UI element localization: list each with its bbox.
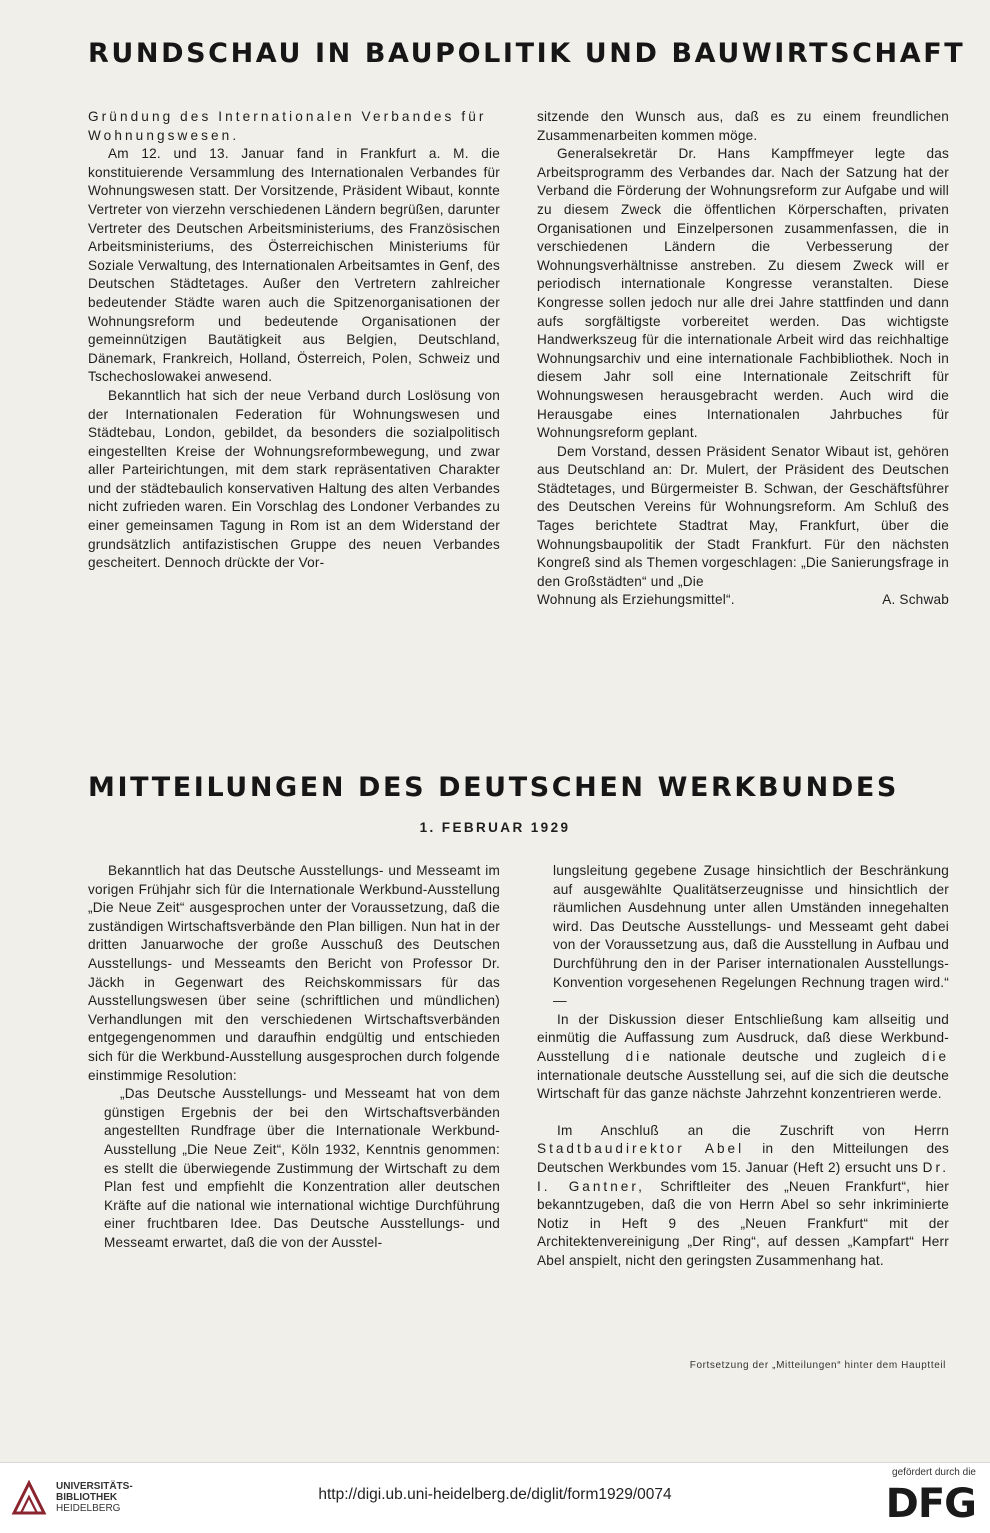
paragraph: Dem Vorstand, dessen Präsident Senator Wibaut ist, gehören aus Deutschland an: Dr. Mulert, der Präsident des Deutschen Städtetages, und Bürgermeister B. Schwan, der Geschäftsführer des Deutschen Vereins für Wohnungsreform. Am Schluß des Tages berichtete Stadtrat May, Frankfurt, über die Wohnungsbaupolitik der Stadt Frankfurt. Für den nächsten Kongreß sind als Themen vorgeschlagen: „Die Sanierungsfrage in den Großstädten“ und „Die — [537, 443, 949, 589]
continuation-footnote: Fortsetzung der „Mitteilungen“ hinter dem Hauptteil — [689, 1360, 946, 1371]
signature-line — [537, 591, 949, 610]
page-title-mitteilungen: MITTEILUNGEN DES DEUTSCHEN WERKBUNDES — [88, 772, 899, 803]
emphasis-name: Dr. I. Gantner, — [537, 1159, 949, 1194]
column-right-mitteilungen — [537, 862, 949, 1270]
resolution-quote-continuation: lungsleitung gegebene Zusage hinsichtlich der Beschränkung auf ausgewählte Qualitätserzeugnisse und hinsichtlich der räumlichen Ausdehnung unter allen Umständen innegehalten wird. Das Deutsche Ausstellungs- und Messeamt geht dabei von der Voraussetzung aus, daß die Ausstellung in Aufbau und Durchführung den in der Pariser internationalen Ausstellungs-Konvention vorgesehenen Regelungen Rechnung tragen wird.“ — — [553, 863, 949, 1009]
paragraph: sitzende den Wunsch aus, daß es zu einem freundlichen Zusammenarbeiten kommen möge. — [537, 109, 949, 143]
paragraph: Generalsekretär Dr. Hans Kampffmeyer legte das Arbeitsprogramm des Verbandes dar. Nach der Satzung hat der Verband die Förderung der Wohnungsreform zur Aufgabe und will zu diesem Zweck die öffentlichen Körperschaften, privaten Organisationen und Einzelpersonen zusammenfassen, die in verschiedenen Ländern die Verbesserung der Wohnungsverhältnisse anstreben. Zu diesem Zweck will er periodisch internationale Kongresse veranstalten. Diese Kongresse sollen jedoch nur alle drei Jahre stattfinden und dann aufs sorgfältigste vorbereitet werden. Das wichtigste Handwerkszeug für die internationale Arbeit wird das reichhaltige Wohnungsarchiv und eine internationale Fachbibliothek. Noch in diesem Jahr soll eine Internationale Zeitschrift für Wohnungswesen herausgebracht werden. Auch wird die Herausgabe eines Internationalen Jahrbuches für Wohnungsreform geplant. — [537, 146, 949, 441]
permalink-url[interactable]: http://digi.ub.uni-heidelberg.de/diglit/form1929/0074 — [318, 1486, 672, 1503]
emphasis: die — [921, 1048, 949, 1064]
text: Im Anschluß an die Zuschrift von Herrn — [557, 1122, 949, 1138]
author-signature: A. Schwab — [882, 592, 949, 608]
page-title-rundschau: RUNDSCHAU IN BAUPOLITIK UND BAUWIRTSCHAFT — [88, 38, 966, 69]
subheading-verband: Gründung des Internationalen Verbandes für Wohnungswesen. — [88, 109, 487, 143]
library-name-line: HEIDELBERG — [56, 1503, 121, 1514]
dfg-logo: DFG — [885, 1481, 976, 1527]
text: Schriftleiter des „Neuen Frankfurt“, hier bekanntzugeben, daß die von Herrn Abel so sehr inkriminierte Notiz in Heft 9 des „Neuen Frankfurt“ mit der Architektenvereinigung „Der Ring“, auf dessen „Kampfart“ Herr Abel anspielt, nicht den geringsten Zusammenhang hat. — [537, 1178, 949, 1268]
emphasis-name: Stadtbaudirektor Abel — [537, 1141, 745, 1157]
paragraph-anschluss — [537, 1122, 949, 1271]
text: nationale deutsche und zugleich — [668, 1048, 906, 1064]
column-right-rundschau — [537, 108, 949, 610]
resolution-quote: „Das Deutsche Ausstellungs- und Messeamt hat von dem günstigen Ergebnis der bei den Wirtschaftsverbänden angestellten Rundfrage über die Internationale Werkbund-Ausstellung „Die Neue Zeit“, Köln 1932, Kenntnis genommen: es stellt die überwiegende Zustimmung der Wirtschaft zu dem Plan fest und empfiehlt die Konzentration aller deutschen Kräfte auf die national wie international wichtige Durchführung einer fruchtbaren Idee. Das Deutsche Ausstellungs- und Messeamt erwartet, daß die von der Ausstel- — [104, 1086, 500, 1250]
library-name-line: UNIVERSITÄTS- — [56, 1481, 133, 1492]
paragraph: Am 12. und 13. Januar fand in Frankfurt a. M. die konstituierende Versammlung des Internationalen Verbandes für Wohnungswesen statt. Der Vorsitzende, Präsident Wibaut, konnte Vertreter von vierzehn verschiedenen Ländern begrüßen, darunter Vertreter des Deutschen Arbeitsministeriums, des Französischen Arbeitsministeriums, des Österreichischen Ministeriums für Soziale Verwaltung, des Internationalen Arbeitsamtes in Genf, des Deutschen Städtetages. Außer den Vertretern zahlreicher bedeutender Städte waren auch die Spitzenorganisationen der Wohnungsreform und bedeutende Organisationen der gemeinnützigen Bautätigkeit aus Belgien, Deutschland, Dänemark, Frankreich, Holland, Österreich, Polen, Schweiz und Tschechoslowakei anwesend. — [88, 146, 500, 385]
column-left-rundschau — [88, 108, 500, 573]
issue-date: 1. FEBRUAR 1929 — [419, 820, 571, 835]
text: internationale deutsche Ausstellung sei, auf die sich die deutsche Wirtschaft für das ganze nächste Jahrzehnt konzentrieren werde. — [537, 1067, 949, 1102]
column-left-mitteilungen — [88, 862, 500, 1252]
paragraph-discussion — [537, 1011, 949, 1104]
sponsor-label: gefördert durch die — [892, 1467, 976, 1478]
final-line: Wohnung als Erziehungsmittel“. — [537, 592, 735, 608]
text: In der Diskussion dieser Entschließung kam allseitig und einmütig die Auffassung zum Ausdruck, daß diese Werkbund-Ausstellung — [537, 1011, 949, 1064]
text: in den Mitteilungen des Deutschen Werkbundes vom 15. Januar (Heft 2) ersucht uns — [537, 1141, 949, 1175]
paragraph: Bekanntlich hat das Deutsche Ausstellungs- und Messeamt im vorigen Frühjahr sich für die Internationale Werkbund-Ausstellung „Die Neue Zeit“ ausgesprochen unter der Voraussetzung, daß die zuständigen Wirtschaftsverbände den Plan billigen. Nun hat in der dritten Januarwoche der große Ausschuß des Deutschen Ausstellungs- und Messeamts den Bericht von Professor Dr. Jäckh in Gegenwart des Reichskommissars für das Ausstellungswesen über seine (schriftlichen und mündlichen) Verhandlungen mit den verschiedenen Wirtschaftsverbänden entgegengenommen und daraufhin endgültig und entschieden sich für die Werkbund-Ausstellung ausgesprochen durch folgende einstimmige Resolution: — [88, 863, 500, 1083]
viewer-footer — [0, 1462, 990, 1533]
paragraph: Bekanntlich hat sich der neue Verband durch Loslösung von der Internationalen Federation für Wohnungswesen und Städtebau, London, gebildet, da besonders die sozialpolitisch eingestellten Kreise der Wohnungsreformbewegung, und zwar aller Parteirichtungen, mit dem stark repräsentativen Charakter und der städtebaulich konservativen Haltung des alten Verbandes nicht zufrieden waren. Ein Vorschlag des Londoner Verbandes zu einer gemeinsamen Tagung in Rom ist an dem Widerstand der grundsätzlich antifazistischen Gruppe des neuen Verbandes gescheitert. Dennoch drückte der Vor- — [88, 387, 500, 571]
library-name-line: BIBLIOTHEK — [56, 1492, 118, 1503]
emphasis: die — [625, 1048, 653, 1064]
